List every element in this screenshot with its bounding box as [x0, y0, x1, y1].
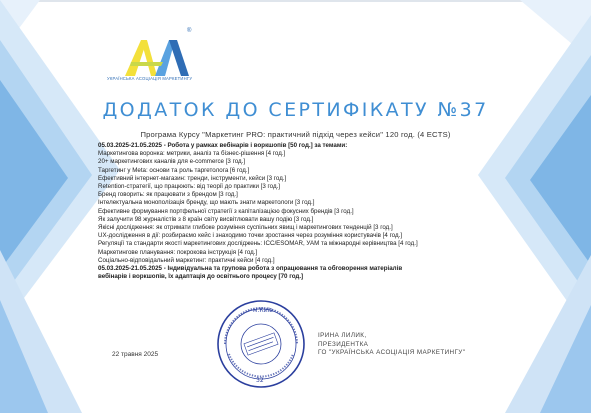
- topic-line: Як залучити 98 журналістів з 8 країн світу висвітлювати вашу подію [3 год.]: [98, 215, 314, 223]
- seal-code: 32: [256, 377, 264, 384]
- topic-line: Ефективне формування портфельної стратегії з капіталізацією фокусних брендів [3 год.]: [98, 207, 354, 215]
- topic-line: 20+ маркетингових каналів для e-commerce [3 год.]: [98, 158, 246, 166]
- section2-header: 05.03.2025-21.05.2025 - Індивідуальна та групова робота з опрацювання та обговорення матеріалів: [98, 265, 403, 273]
- topic-line: Соціально-відповідальний маркетинг: практичні кейси [4 год.]: [98, 256, 275, 264]
- signer-position: ПРЕЗИДЕНТКА: [318, 340, 369, 348]
- issue-date: 22 травня 2025: [112, 351, 159, 358]
- seal-city: м.Київ: [253, 307, 273, 314]
- topic-line: Якісні дослідження: як отримати глибоке розуміння суспільних явищ і маркетингових тенденцій [3 год.]: [98, 224, 393, 232]
- topic-line: Маркетингове планування: покрокова інструкція [4 год.]: [98, 248, 258, 256]
- section1-header: 05.03.2025-21.05.2025 - Робота у рамках вебінарів і воркшопів [50 год.] за темами:: [98, 142, 348, 149]
- signature-block: [318, 332, 465, 358]
- registered-mark: ®: [187, 28, 192, 34]
- topic-line: Інтелектуальна монополізація бренду, що мають знати маркетологи [3 год.]: [98, 199, 315, 207]
- certificate-body: [98, 142, 498, 281]
- signer-organization: ГО "УКРАЇНСЬКА АСОЦІАЦІЯ МАРКЕТИНГУ": [318, 349, 466, 357]
- certificate-title: ДОДАТОК ДО СЕРТИФІКАТУ №37: [102, 99, 489, 121]
- logo-caption: УКРАЇНСЬКА АСОЦІАЦІЯ МАРКЕТИНГУ: [107, 76, 193, 81]
- topic-line: Таргетинг у Meta: основи та роль таргетолога [6 год.]: [98, 166, 250, 174]
- topic-line: Регуляції та стандарти якості маркетингових досліджень: ICC/ESOMAR, УАМ та міжнародні керівництва [4 год.]: [98, 240, 418, 248]
- topic-line: UX-дослідження в дії: розбираємо кейс і знаходимо точки зростання через розуміння користувачів [4 год.]: [98, 232, 403, 240]
- section2-header-continued: вебінарів і воркшопів, їх адаптація до освітнього процесу [70 год.]: [98, 273, 304, 281]
- program-subtitle: Програма Курсу "Маркетинг PRO: практичний підхід через кейси" 120 год. (4 ECTS): [140, 130, 451, 139]
- topic-line: Ефективний інтернет-магазин: тренди, інструменти, кейси [3 год.]: [98, 174, 287, 182]
- official-seal-icon: [215, 298, 307, 390]
- topic-line: Маркетингова воронка: метрики, аналіз та бізнес-рішення [4 год.]: [98, 150, 286, 158]
- topic-line: Retention-стратегії, що працюють: від теорії до практики [3 год.]: [98, 183, 281, 191]
- topic-line: Бренд говорить: як працювати з брендом [3 год.]: [98, 191, 238, 199]
- signer-name: ІРИНА ЛИЛИК,: [318, 332, 367, 339]
